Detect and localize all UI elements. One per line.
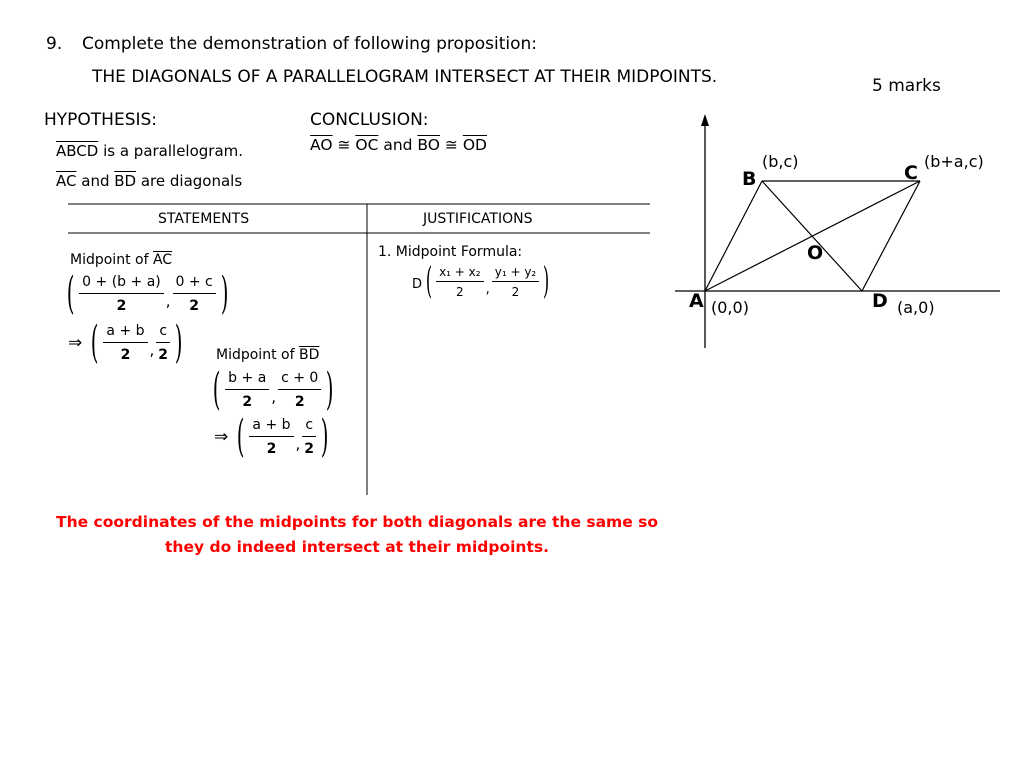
segment-bd: $\overline{BD}$ — [298, 347, 320, 363]
hypothesis-line-2-text: are diagonals — [136, 172, 243, 190]
hypothesis-heading: HYPOTHESIS: — [44, 110, 158, 130]
comma: , — [295, 435, 301, 453]
denominator: 2 — [511, 285, 520, 299]
denominator: 2 — [158, 347, 169, 363]
point-b-label: B — [742, 168, 757, 190]
congruent-symbol: ≅ — [439, 136, 463, 154]
denominator: 2 — [116, 298, 127, 314]
segment-ac: $\overline{AC}$ — [56, 172, 77, 190]
comma: , — [149, 341, 155, 359]
point-c-coord: (b+a,c) — [924, 152, 984, 171]
side-ab — [705, 181, 762, 291]
proposition: THE DIAGONALS OF A PARALLELOGRAM INTERSECT AT THEIR MIDPOINTS. — [92, 67, 718, 87]
marks: 5 marks — [872, 76, 941, 96]
point-d-label: D — [872, 290, 888, 312]
segment-abcd: ABCD — [56, 142, 99, 160]
hypothesis-and: and — [76, 172, 115, 190]
segment-ao: $\overline{AO}$ — [310, 136, 333, 154]
comma: , — [165, 292, 171, 310]
numerator: b + a — [225, 369, 269, 390]
left-paren: ( — [66, 268, 75, 319]
denominator: 2 — [189, 298, 200, 314]
denominator: 2 — [120, 347, 131, 363]
implies-arrow-icon: ⇒ — [214, 427, 229, 447]
numerator: a + b — [103, 322, 147, 343]
numerator: y₁ + y₂ — [492, 265, 540, 282]
point-a-coord: (0,0) — [711, 298, 749, 317]
point-b-coord: (b,c) — [762, 152, 799, 171]
justification-1: 1. Midpoint Formula: — [378, 244, 523, 260]
conclusion-and: and — [378, 136, 418, 154]
segment-oc: $\overline{OC}$ — [355, 136, 379, 154]
header-statements: STATEMENTS — [158, 211, 250, 227]
right-paren: ) — [174, 317, 183, 368]
point-o-label: O — [807, 242, 824, 264]
point-c-label: C — [904, 162, 918, 184]
side-cd — [862, 181, 920, 291]
comma: , — [485, 281, 490, 297]
left-paren: ( — [236, 411, 245, 462]
denominator: 2 — [266, 441, 277, 457]
statement-label: Midpoint of — [216, 347, 299, 363]
segment-bd: $\overline{BD}$ — [114, 172, 137, 190]
statement-label: Midpoint of — [70, 252, 153, 268]
y-axis-arrow-icon — [701, 114, 709, 126]
numerator: c — [156, 322, 170, 343]
denominator: 2 — [294, 394, 305, 410]
denominator: 2 — [304, 441, 315, 457]
right-paren: ) — [326, 364, 334, 415]
right-paren: ) — [543, 261, 550, 302]
question-text: Complete the demonstration of following proposition: — [82, 34, 538, 54]
segment-ac: $\overline{AC}$ — [152, 252, 173, 268]
numerator: x₁ + x₂ — [436, 265, 484, 282]
right-paren: ) — [320, 411, 329, 462]
diagonal-bd — [762, 181, 862, 291]
point-a-label: A — [689, 290, 704, 312]
point-d-coord: (a,0) — [897, 298, 935, 317]
segment-bo: $\overline{BO}$ — [417, 136, 440, 154]
header-justifications: JUSTIFICATIONS — [423, 211, 533, 227]
implies-arrow-icon: ⇒ — [68, 333, 83, 353]
numerator: c — [302, 416, 316, 437]
left-paren: ( — [90, 317, 99, 368]
point-d-prefix: D — [412, 276, 423, 292]
comma: , — [271, 388, 277, 406]
numerator: 0 + (b + a) — [79, 273, 164, 294]
denominator: 2 — [242, 394, 253, 410]
conclusion-statement: The coordinates of the midpoints for both diagonals are the same so they do indeed intersect at their midpoints. — [56, 513, 658, 556]
hypothesis-line-1-text: is a parallelogram. — [98, 142, 244, 160]
segment-od: $\overline{OD}$ — [462, 136, 487, 154]
congruent-symbol: ≅ — [332, 136, 356, 154]
denominator: 2 — [456, 285, 464, 299]
numerator: a + b — [249, 416, 293, 437]
left-paren: ( — [212, 364, 221, 415]
left-paren: ( — [425, 261, 433, 302]
numerator: 0 + c — [173, 273, 216, 294]
question-number: 9. — [46, 34, 63, 54]
conclusion-heading: CONCLUSION: — [310, 110, 429, 130]
numerator: c + 0 — [278, 369, 321, 390]
right-paren: ) — [220, 268, 229, 319]
